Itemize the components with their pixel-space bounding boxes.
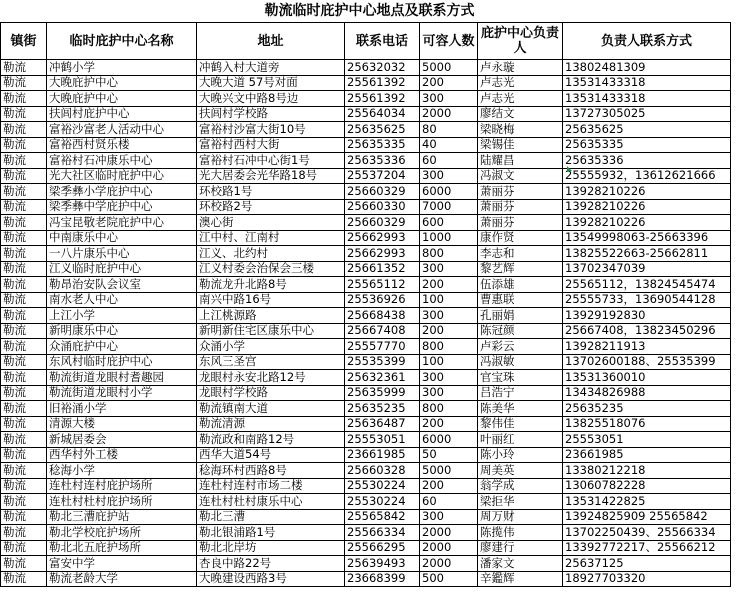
cell-address[interactable]: 西华大道54号 [197, 447, 345, 463]
table-row [1, 385, 731, 401]
cell-person-in-charge[interactable]: 伍添雄 [478, 277, 563, 293]
cell-capacity[interactable]: 5000 [420, 60, 478, 76]
cell-contact[interactable]: 13531433318 [563, 91, 731, 107]
cell-phone[interactable]: 25635336 [345, 153, 420, 169]
header-row [1, 23, 731, 60]
table-row [1, 91, 731, 107]
cell-capacity[interactable]: 100 [420, 292, 478, 308]
cell-person-in-charge[interactable]: 梁拒华 [478, 494, 563, 510]
cell-person-in-charge[interactable]: 曹惠联 [478, 292, 563, 308]
table-row [1, 292, 731, 308]
cell-shelter-name[interactable]: 一八片康乐中心 [47, 246, 197, 262]
cell-person-in-charge[interactable]: 翁学成 [478, 478, 563, 494]
cell-address[interactable]: 江中村、江南村 [197, 230, 345, 246]
cell-capacity[interactable]: 300 [420, 168, 478, 184]
cell-person-in-charge[interactable]: 冯淑文 [478, 168, 563, 184]
cell-person-in-charge[interactable]: 萧丽芬 [478, 184, 563, 200]
cell-capacity[interactable]: 40 [420, 137, 478, 153]
cell-town[interactable]: 勒流 [1, 556, 47, 572]
cell-address[interactable]: 杏良中路22号 [197, 556, 345, 572]
cell-town[interactable]: 勒流 [1, 292, 47, 308]
cell-phone[interactable]: 25535399 [345, 354, 420, 370]
cell-phone[interactable]: 25636487 [345, 416, 420, 432]
cell-shelter-name[interactable]: 连杜村杜村庇护场所 [47, 494, 197, 510]
column-header-phone[interactable]: 联系电话 [345, 23, 420, 60]
cell-town[interactable]: 勒流 [1, 153, 47, 169]
cell-address[interactable]: 勒北银浦路1号 [197, 525, 345, 541]
table-row [1, 556, 731, 572]
cell-town[interactable]: 勒流 [1, 230, 47, 246]
cell-capacity[interactable]: 80 [420, 122, 478, 138]
cell-contact[interactable]: 13825518076 [563, 416, 731, 432]
cell-capacity[interactable]: 200 [420, 478, 478, 494]
cell-address[interactable]: 南兴中路16号 [197, 292, 345, 308]
cell-capacity[interactable]: 100 [420, 354, 478, 370]
cell-capacity[interactable]: 800 [420, 339, 478, 355]
table-row [1, 509, 731, 525]
cell-phone[interactable]: 25635235 [345, 401, 420, 417]
cell-phone[interactable]: 25537204 [345, 168, 420, 184]
cell-phone[interactable]: 25635335 [345, 137, 420, 153]
cell-contact[interactable]: 18927703320 [563, 571, 731, 587]
cell-phone[interactable]: 25566334 [345, 525, 420, 541]
cell-town[interactable]: 勒流 [1, 432, 47, 448]
cell-contact[interactable]: 25635335 [563, 137, 731, 153]
cell-contact[interactable]: 13928210226 [563, 215, 731, 231]
cell-person-in-charge[interactable]: 叶丽红 [478, 432, 563, 448]
cell-town[interactable]: 勒流 [1, 401, 47, 417]
cell-shelter-name[interactable]: 富安中学 [47, 556, 197, 572]
cell-address[interactable]: 江义村委会治保会三楼 [197, 261, 345, 277]
cell-person-in-charge[interactable]: 冯淑敏 [478, 354, 563, 370]
cell-shelter-name[interactable]: 富裕西村贤乐楼 [47, 137, 197, 153]
cell-person-in-charge[interactable]: 萧丽芬 [478, 215, 563, 231]
cell-phone[interactable]: 25553051 [345, 432, 420, 448]
cell-shelter-name[interactable]: 东风村临时庇护中心 [47, 354, 197, 370]
cell-capacity[interactable]: 300 [420, 91, 478, 107]
cell-person-in-charge[interactable]: 梁晓梅 [478, 122, 563, 138]
table-row [1, 463, 731, 479]
cell-town[interactable]: 勒流 [1, 323, 47, 339]
table-row [1, 339, 731, 355]
cell-shelter-name[interactable]: 勒北学校庇护场所 [47, 525, 197, 541]
cell-shelter-name[interactable]: 富裕沙富老人活动中心 [47, 122, 197, 138]
cell-capacity[interactable]: 6000 [420, 184, 478, 200]
table-body [1, 60, 731, 587]
cell-shelter-name[interactable]: 上江小学 [47, 308, 197, 324]
column-header-address[interactable]: 地址 [197, 23, 345, 60]
cell-capacity[interactable]: 60 [420, 494, 478, 510]
cell-phone[interactable]: 25667408 [345, 323, 420, 339]
table-row [1, 354, 731, 370]
cell-address[interactable]: 连杜村连村市场二楼 [197, 478, 345, 494]
cell-person-in-charge[interactable]: 官宝珠 [478, 370, 563, 386]
column-header-shelter-name[interactable]: 临时庇护中心名称 [47, 23, 197, 60]
cell-capacity[interactable]: 800 [420, 401, 478, 417]
cell-phone[interactable]: 25566295 [345, 540, 420, 556]
cell-contact[interactable]: 25565112，13824545474 [563, 277, 731, 293]
cell-shelter-name[interactable]: 新城居委会 [47, 432, 197, 448]
cell-town[interactable]: 勒流 [1, 463, 47, 479]
cell-person-in-charge[interactable]: 周万财 [478, 509, 563, 525]
cell-person-in-charge[interactable]: 潘家文 [478, 556, 563, 572]
cell-contact[interactable]: 13727305025 [563, 106, 731, 122]
cell-town[interactable]: 勒流 [1, 525, 47, 541]
cell-town[interactable]: 勒流 [1, 184, 47, 200]
cell-shelter-name[interactable]: 光大社区临时庇护中心 [47, 168, 197, 184]
cell-contact[interactable]: 25637125 [563, 556, 731, 572]
cell-town[interactable]: 勒流 [1, 571, 47, 587]
table-row [1, 370, 731, 386]
cell-phone[interactable]: 25564034 [345, 106, 420, 122]
cell-capacity[interactable]: 2000 [420, 556, 478, 572]
column-header-contact[interactable]: 负责人联系方式 [563, 23, 731, 60]
cell-contact[interactable]: 25635336 [563, 153, 731, 169]
cell-phone[interactable]: 25565842 [345, 509, 420, 525]
cell-person-in-charge[interactable]: 卢永璇 [478, 60, 563, 76]
cell-person-in-charge[interactable]: 孔丽娟 [478, 308, 563, 324]
cell-person-in-charge[interactable]: 辛鑑辉 [478, 571, 563, 587]
cell-address[interactable]: 冲鹤入村大道旁 [197, 60, 345, 76]
cell-contact[interactable]: 25553051 [563, 432, 731, 448]
shelter-table [0, 22, 731, 587]
table-row [1, 137, 731, 153]
cell-town[interactable]: 勒流 [1, 447, 47, 463]
cell-address[interactable]: 大晚兴文中路8号边 [197, 91, 345, 107]
table-row [1, 106, 731, 122]
cell-capacity[interactable]: 50 [420, 447, 478, 463]
cell-contact[interactable]: 13434826988 [563, 385, 731, 401]
cell-person-in-charge[interactable]: 陈小玲 [478, 447, 563, 463]
cell-contact[interactable]: 13702347039 [563, 261, 731, 277]
cell-comment-marker [567, 166, 572, 171]
cell-phone[interactable]: 25660330 [345, 199, 420, 215]
cell-capacity[interactable]: 300 [420, 509, 478, 525]
cell-phone[interactable]: 25660329 [345, 215, 420, 231]
cell-capacity[interactable]: 200 [420, 323, 478, 339]
cell-capacity[interactable]: 800 [420, 246, 478, 262]
cell-shelter-name[interactable]: 勒北北五庇护场所 [47, 540, 197, 556]
table-row [1, 416, 731, 432]
table-row [1, 168, 731, 184]
cell-town[interactable]: 勒流 [1, 339, 47, 355]
cell-capacity[interactable]: 300 [420, 370, 478, 386]
cell-person-in-charge[interactable]: 黎伟佳 [478, 416, 563, 432]
cell-phone[interactable]: 25660329 [345, 184, 420, 200]
cell-town[interactable]: 勒流 [1, 75, 47, 91]
cell-capacity[interactable]: 1000 [420, 230, 478, 246]
cell-contact[interactable]: 23661985 [563, 447, 731, 463]
cell-address[interactable]: 大晚建设西路3号 [197, 571, 345, 587]
cell-town[interactable]: 勒流 [1, 122, 47, 138]
cell-contact[interactable]: 13928210226 [563, 184, 731, 200]
cell-shelter-name[interactable]: 南水老人中心 [47, 292, 197, 308]
cell-contact[interactable]: 25555733，13690544128 [563, 292, 731, 308]
table-row [1, 432, 731, 448]
cell-phone[interactable]: 25662993 [345, 246, 420, 262]
cell-town[interactable]: 勒流 [1, 385, 47, 401]
cell-person-in-charge[interactable]: 黎艺辉 [478, 261, 563, 277]
cell-shelter-name[interactable]: 旧裕涌小学 [47, 401, 197, 417]
cell-contact[interactable]: 13928210226 [563, 199, 731, 215]
cell-contact[interactable]: 13392772217、25566212 [563, 540, 731, 556]
cell-shelter-name[interactable]: 梁季彝小学庇护中心 [47, 184, 197, 200]
table-row [1, 153, 731, 169]
cell-shelter-name[interactable]: 大晚庇护中心 [47, 75, 197, 91]
cell-town[interactable]: 勒流 [1, 370, 47, 386]
cell-person-in-charge[interactable]: 李志和 [478, 246, 563, 262]
cell-town[interactable]: 勒流 [1, 494, 47, 510]
table-row [1, 184, 731, 200]
cell-address[interactable]: 龙眼村学校路 [197, 385, 345, 401]
cell-phone[interactable]: 25561392 [345, 91, 420, 107]
cell-capacity[interactable]: 600 [420, 215, 478, 231]
cell-phone[interactable]: 25565112 [345, 277, 420, 293]
cell-person-in-charge[interactable]: 陈揽伟 [478, 525, 563, 541]
cell-address[interactable]: 澳心街 [197, 215, 345, 231]
cell-person-in-charge[interactable]: 梁锡佳 [478, 137, 563, 153]
cell-person-in-charge[interactable]: 陈美华 [478, 401, 563, 417]
table-row [1, 401, 731, 417]
cell-town[interactable]: 勒流 [1, 277, 47, 293]
cell-shelter-name[interactable]: 清源大楼 [47, 416, 197, 432]
cell-capacity[interactable]: 500 [420, 571, 478, 587]
cell-contact[interactable]: 13380212218 [563, 463, 731, 479]
cell-address[interactable]: 勒北北岸坊 [197, 540, 345, 556]
table-row [1, 122, 731, 138]
cell-phone[interactable]: 25557770 [345, 339, 420, 355]
column-header-town[interactable]: 镇街 [1, 23, 47, 60]
cell-capacity[interactable]: 300 [420, 385, 478, 401]
cell-address[interactable]: 龙眼村永安北路12号 [197, 370, 345, 386]
table-row [1, 261, 731, 277]
cell-shelter-name[interactable]: 江义临时庇护中心 [47, 261, 197, 277]
table-row [1, 246, 731, 262]
cell-shelter-name[interactable]: 勒北三漕庇护站 [47, 509, 197, 525]
cell-phone[interactable]: 25668438 [345, 308, 420, 324]
cell-contact[interactable]: 13531360010 [563, 370, 731, 386]
cell-phone[interactable]: 23668399 [345, 571, 420, 587]
cell-address[interactable]: 勒流清源 [197, 416, 345, 432]
cell-town[interactable]: 勒流 [1, 246, 47, 262]
cell-town[interactable]: 勒流 [1, 91, 47, 107]
table-row [1, 277, 731, 293]
cell-contact[interactable]: 13825522663-25662811 [563, 246, 731, 262]
cell-town[interactable]: 勒流 [1, 509, 47, 525]
cell-address[interactable]: 新明新住宅区康乐中心 [197, 323, 345, 339]
cell-capacity[interactable]: 7000 [420, 199, 478, 215]
cell-town[interactable]: 勒流 [1, 60, 47, 76]
cell-phone[interactable]: 25561392 [345, 75, 420, 91]
cell-shelter-name[interactable]: 冲鹤小学 [47, 60, 197, 76]
cell-phone[interactable]: 25661352 [345, 261, 420, 277]
cell-shelter-name[interactable]: 勒流老龄大学 [47, 571, 197, 587]
cell-address[interactable]: 勒流镇南大道 [197, 401, 345, 417]
column-header-capacity[interactable]: 可容人数 [420, 23, 478, 60]
cell-shelter-name[interactable]: 众涌庇护中心 [47, 339, 197, 355]
cell-capacity[interactable]: 6000 [420, 432, 478, 448]
cell-shelter-name[interactable]: 稔海小学 [47, 463, 197, 479]
cell-address[interactable]: 光大居委会光华路18号 [197, 168, 345, 184]
cell-shelter-name[interactable]: 扶闾村庇护中心 [47, 106, 197, 122]
cell-address[interactable]: 环校路1号 [197, 184, 345, 200]
cell-address[interactable]: 扶闾村学校路 [197, 106, 345, 122]
cell-address[interactable]: 上江桃源路 [197, 308, 345, 324]
cell-capacity[interactable]: 2000 [420, 540, 478, 556]
cell-person-in-charge[interactable]: 周美英 [478, 463, 563, 479]
cell-phone[interactable]: 25632361 [345, 370, 420, 386]
table-row [1, 478, 731, 494]
cell-address[interactable]: 环校路2号 [197, 199, 345, 215]
cell-address[interactable]: 众涌小学 [197, 339, 345, 355]
table-row [1, 215, 731, 231]
cell-phone[interactable]: 25662993 [345, 230, 420, 246]
cell-shelter-name[interactable]: 梁季彝中学庇护中心 [47, 199, 197, 215]
cell-contact[interactable]: 25667408，13823450296 [563, 323, 731, 339]
cell-capacity[interactable]: 60 [420, 153, 478, 169]
cell-town[interactable]: 勒流 [1, 354, 47, 370]
cell-capacity[interactable]: 2000 [420, 525, 478, 541]
cell-contact[interactable]: 13924825909 25565842 [563, 509, 731, 525]
table-row [1, 323, 731, 339]
cell-contact[interactable]: 13060782228 [563, 478, 731, 494]
cell-shelter-name[interactable]: 中南康乐中心 [47, 230, 197, 246]
cell-shelter-name[interactable]: 西华村外工楼 [47, 447, 197, 463]
cell-shelter-name[interactable]: 连杜村连村庇护场所 [47, 478, 197, 494]
table-row [1, 540, 731, 556]
cell-contact[interactable]: 13802481309 [563, 60, 731, 76]
cell-phone[interactable]: 25530224 [345, 478, 420, 494]
cell-address[interactable]: 连杜村杜村康乐中心 [197, 494, 345, 510]
cell-person-in-charge[interactable]: 卢志光 [478, 75, 563, 91]
cell-town[interactable]: 勒流 [1, 137, 47, 153]
cell-address[interactable]: 稔海环村西路8号 [197, 463, 345, 479]
cell-address[interactable]: 富裕村西村大街 [197, 137, 345, 153]
table-row [1, 60, 731, 76]
cell-phone[interactable]: 25530224 [345, 494, 420, 510]
cell-shelter-name[interactable]: 勒昂治安队会议室 [47, 277, 197, 293]
table-row [1, 571, 731, 587]
cell-town[interactable]: 勒流 [1, 215, 47, 231]
cell-phone[interactable]: 25639493 [345, 556, 420, 572]
cell-contact[interactable]: 13702600188、25535399 [563, 354, 731, 370]
cell-address[interactable]: 富裕村石冲中心街1号 [197, 153, 345, 169]
cell-contact[interactable]: 13549998063-25663396 [563, 230, 731, 246]
table-row [1, 308, 731, 324]
cell-phone[interactable]: 25632032 [345, 60, 420, 76]
cell-capacity[interactable]: 2000 [420, 106, 478, 122]
cell-capacity[interactable]: 300 [420, 308, 478, 324]
cell-contact[interactable]: 25635235 [563, 401, 731, 417]
cell-town[interactable]: 勒流 [1, 106, 47, 122]
cell-capacity[interactable]: 200 [420, 75, 478, 91]
cell-contact[interactable]: 13702250439、25566334 [563, 525, 731, 541]
cell-shelter-name[interactable]: 冯宝昆敬老院庇护中心 [47, 215, 197, 231]
table-row [1, 525, 731, 541]
cell-person-in-charge[interactable]: 卢彩云 [478, 339, 563, 355]
table-row [1, 230, 731, 246]
cell-shelter-name[interactable]: 勒流街道龙眼村耆趣园 [47, 370, 197, 386]
cell-capacity[interactable]: 300 [420, 261, 478, 277]
cell-address[interactable]: 勒北三漕 [197, 509, 345, 525]
cell-contact[interactable]: 13929192830 [563, 308, 731, 324]
cell-person-in-charge[interactable]: 萧丽芬 [478, 199, 563, 215]
cell-shelter-name[interactable]: 新明康乐中心 [47, 323, 197, 339]
cell-address[interactable]: 江义、北约村 [197, 246, 345, 262]
cell-address[interactable]: 东风三圣宫 [197, 354, 345, 370]
table-row [1, 447, 731, 463]
cell-town[interactable]: 勒流 [1, 199, 47, 215]
cell-contact[interactable]: 13531422825 [563, 494, 731, 510]
cell-contact[interactable]: 13928211913 [563, 339, 731, 355]
cell-capacity[interactable]: 5000 [420, 463, 478, 479]
cell-town[interactable]: 勒流 [1, 261, 47, 277]
table-row [1, 494, 731, 510]
cell-phone[interactable]: 23661985 [345, 447, 420, 463]
cell-town[interactable]: 勒流 [1, 168, 47, 184]
cell-address[interactable]: 大晚大道 57号对面 [197, 75, 345, 91]
cell-person-in-charge[interactable]: 卢志光 [478, 91, 563, 107]
cell-town[interactable]: 勒流 [1, 308, 47, 324]
cell-shelter-name[interactable]: 勒流街道龙眼村小学 [47, 385, 197, 401]
cell-contact[interactable]: 25635625 [563, 122, 731, 138]
cell-person-in-charge[interactable]: 廖结文 [478, 106, 563, 122]
cell-phone[interactable]: 25536926 [345, 292, 420, 308]
cell-address[interactable]: 勒流政和南路12号 [197, 432, 345, 448]
cell-phone[interactable]: 25635999 [345, 385, 420, 401]
cell-person-in-charge[interactable]: 廖建行 [478, 540, 563, 556]
column-header-person-in-charge[interactable]: 庇护中心负责人 [478, 23, 563, 60]
table-row [1, 75, 731, 91]
cell-phone[interactable]: 25635625 [345, 122, 420, 138]
cell-shelter-name[interactable]: 大晚庇护中心 [47, 91, 197, 107]
cell-person-in-charge[interactable]: 陈冠颜 [478, 323, 563, 339]
cell-phone[interactable]: 25660328 [345, 463, 420, 479]
sheet-title: 勒流临时庇护中心地点及联系方式 [264, 3, 475, 19]
cell-capacity[interactable]: 200 [420, 277, 478, 293]
table-row [1, 199, 731, 215]
cell-address[interactable]: 富裕村沙富大街10号 [197, 122, 345, 138]
cell-person-in-charge[interactable]: 陆耀昌 [478, 153, 563, 169]
cell-town[interactable]: 勒流 [1, 416, 47, 432]
cell-contact[interactable]: 25555932，13612621666 [563, 168, 731, 184]
cell-town[interactable]: 勒流 [1, 478, 47, 494]
cell-address[interactable]: 勒流龙升北路8号 [197, 277, 345, 293]
cell-person-in-charge[interactable]: 康作贤 [478, 230, 563, 246]
cell-town[interactable]: 勒流 [1, 540, 47, 556]
cell-capacity[interactable]: 200 [420, 416, 478, 432]
cell-shelter-name[interactable]: 富裕村石冲康乐中心 [47, 153, 197, 169]
cell-contact[interactable]: 13531433318 [563, 75, 731, 91]
cell-person-in-charge[interactable]: 吕浩宁 [478, 385, 563, 401]
